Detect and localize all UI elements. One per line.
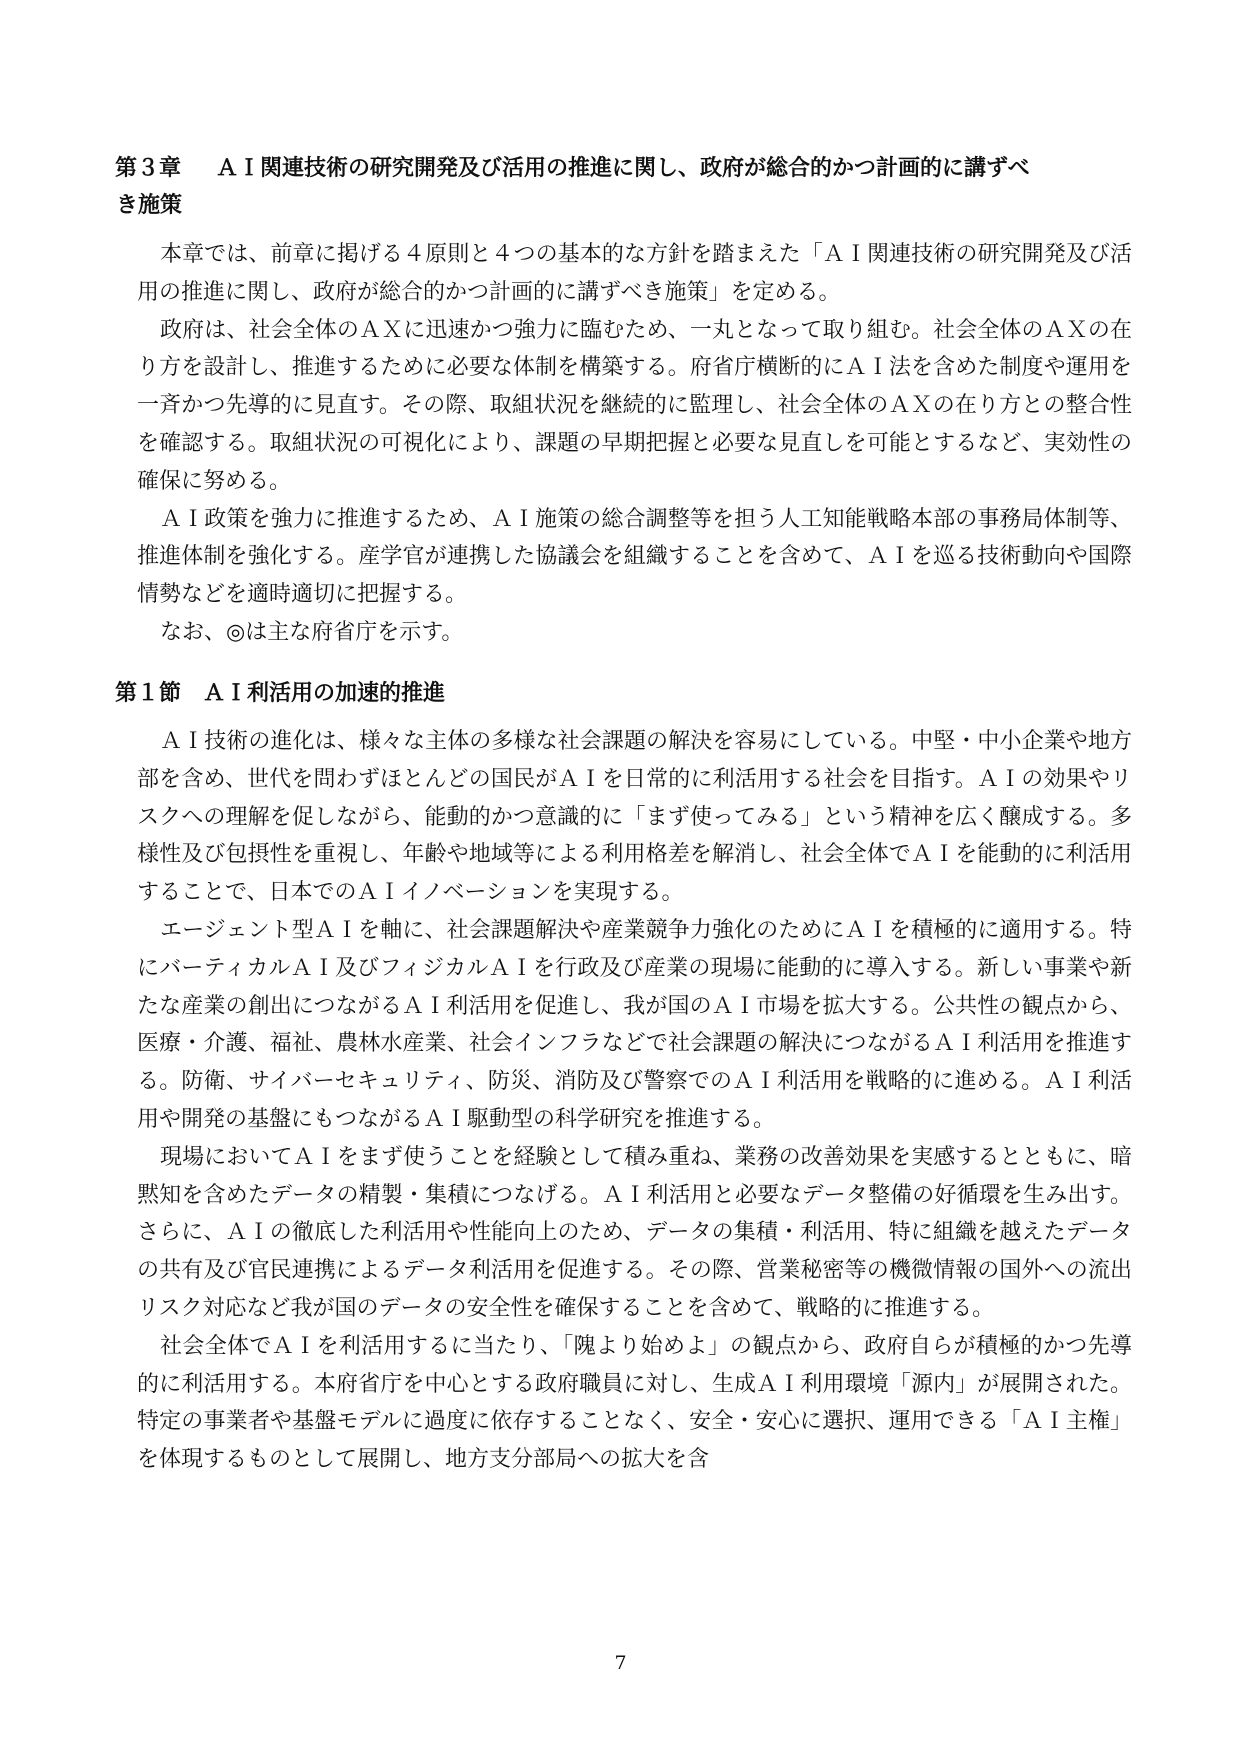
section-body (137, 723, 1132, 1479)
page-number: 7 (614, 1652, 627, 1674)
paragraph: 現場においてＡＩをまず使うことを経験として積み重ね、業務の改善効果を実感するとともに、暗黙知を含めたデータの精製・集積につなげる。ＡＩ利活用と必要なデータ整備の好循環を生み出す。さらに、ＡＩの徹底した利活用や性能向上のため、データの集積・利活用、特に組織を越えたデータの共有及び官民連携によるデータ利活用を促進する。その際、営業秘密等の機微情報の国外への流出リスク対応など我が国のデータの安全性を確保することを含めて、戦略的に推進する。 (137, 1144, 1132, 1321)
paragraph: 本章では、前章に掲げる４原則と４つの基本的な方針を踏まえた「ＡＩ関連技術の研究開発及び活用の推進に関し、政府が総合的かつ計画的に講ずべき施策」を定める。 (137, 242, 1132, 305)
chapter-title: ＡＩ関連技術の研究開発及び活用の推進に関し、政府が総合的かつ計画的に講ずべき施策 (116, 156, 1030, 218)
paragraph: ＡＩ技術の進化は、様々な主体の多様な社会課題の解決を容易にしている。中堅・中小企業や地方部を含め、世代を問わずほとんどの国民がＡＩを日常的に利活用する社会を目指す。ＡＩの効果やリスクへの理解を促しながら、能動的かつ意識的に「まず使ってみる」という精神を広く醸成する。多様性及び包摂性を重視し、年齢や地域等による利用格差を解消し、社会全体でＡＩを能動的に利活用することで、日本でのＡＩイノベーションを実現する。 (137, 729, 1132, 906)
paragraph: エージェント型ＡＩを軸に、社会課題解決や産業競争力強化のためにＡＩを積極的に適用する。特にバーティカルＡＩ及びフィジカルＡＩを行政及び産業の現場に能動的に導入する。新しい事業や新たな産業の創出につながるＡＩ利活用を促進し、我が国のＡＩ市場を拡大する。公共性の観点から、医療・介護、福祉、農林水産業、社会インフラなどで社会課題の解決につながるＡＩ利活用を推進する。防衛、サイバーセキュリティ、防災、消防及び警察でのＡＩ利活用を戦略的に進める。ＡＩ利活用や開発の基盤にもつながるＡＩ駆動型の科学研究を推進する。 (137, 917, 1132, 1132)
chapter-intro (137, 236, 1132, 652)
chapter-number: 第３章 (115, 156, 182, 181)
paragraph: ＡＩ政策を強力に推進するため、ＡＩ施策の総合調整等を担う人工知能戦略本部の事務局体制等、推進体制を強化する。産学官が連携した協議会を組織することを含めて、ＡＩを巡る技術動向や国際情勢などを適時適切に把握する。 (137, 506, 1132, 608)
paragraph: なお、◎は主な府省庁を示す。 (160, 619, 464, 645)
section-heading: 第１節 ＡＩ利活用の加速的推進 (115, 681, 446, 706)
paragraph: 政府は、社会全体のＡＸに迅速かつ強力に臨むため、一丸となって取り組む。社会全体のＡＸの在り方を設計し、推進するために必要な体制を構築する。府省庁横断的にＡＩ法を含めた制度や運用を一斉かつ先導的に見直す。その際、取組状況を継続的に監理し、社会全体のＡＸの在り方との整合性を確認する。取組状況の可視化により、課題の早期把握と必要な見直しを可能とするなど、実効性の確保に努める。 (137, 317, 1132, 494)
paragraph: 社会全体でＡＩを利活用するに当たり、「隗より始めよ」の観点から、政府自らが積極的かつ先導的に利活用する。本府省庁を中心とする政府職員に対し、生成ＡＩ利用環境「源内」が展開された。特定の事業者や基盤モデルに過度に依存することなく、安全・安心に選択、運用できる「ＡＩ主権」を体現するものとして展開し、地方支分部局への拡大を含 (137, 1333, 1132, 1473)
